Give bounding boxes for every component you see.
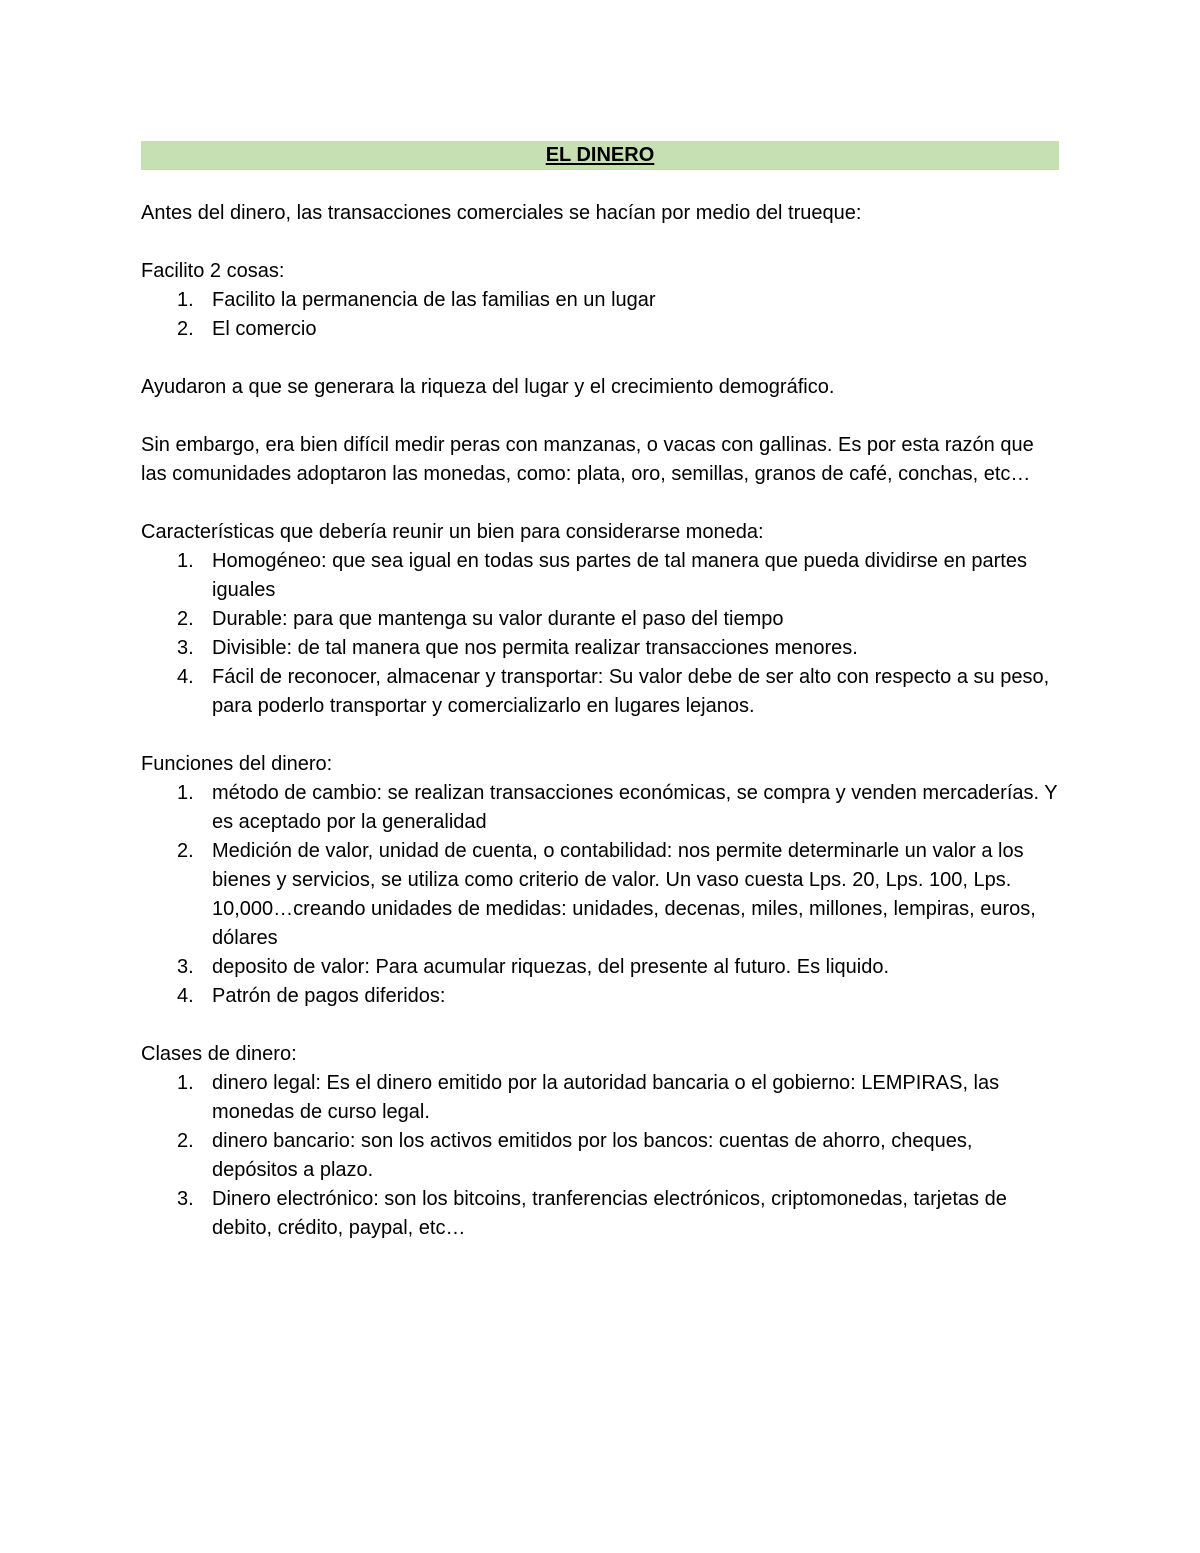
list-item: 3. Divisible: de tal manera que nos permita realizar transacciones menores.	[177, 637, 858, 659]
facilito-list	[141, 286, 1059, 344]
list-item: 1. dinero legal: Es el dinero emitido por la autoridad bancaria o el gobierno: LEMPIRAS, las monedas de curso legal.	[177, 1072, 1000, 1123]
list-item: 3. deposito de valor: Para acumular riquezas, del presente al futuro. Es liquido.	[177, 956, 890, 978]
caracteristicas-heading: Características que debería reunir un bien para considerarse moneda:	[141, 521, 764, 543]
list-item: 2. El comercio	[177, 318, 317, 340]
list-item: 4. Fácil de reconocer, almacenar y transportar: Su valor debe de ser alto con respecto a su peso, para poderlo transportar y comercializarlo en lugares lejanos.	[177, 666, 1050, 717]
list-item: 1. Homogéneo: que sea igual en todas sus partes de tal manera que pueda dividirse en partes iguales	[177, 550, 1027, 601]
intro-paragraph: Antes del dinero, las transacciones comerciales se hacían por medio del trueque:	[141, 202, 862, 224]
list-item: 3. Dinero electrónico: son los bitcoins, tranferencias electrónicos, criptomonedas, tarjetas de debito, crédito, paypal, etc…	[177, 1188, 1007, 1239]
document-page	[141, 141, 1059, 1243]
list-item: 1. método de cambio: se realizan transacciones económicas, se compra y venden mercaderías. Y es aceptado por la generalidad	[177, 782, 1058, 833]
list-item: 2. Durable: para que mantenga su valor durante el paso del tiempo	[177, 608, 784, 630]
clases-list	[141, 1069, 1059, 1243]
list-item: 4. Patrón de pagos diferidos:	[177, 985, 446, 1007]
list-item: 2. Medición de valor, unidad de cuenta, o contabilidad: nos permite determinarle un valor a los bienes y servicios, se utiliza como criterio de valor. Un vaso cuesta Lps. 20, Lps. 100, Lps. 10,000…creando unidades de medidas: unidades, decenas, miles, millones, lempiras, euros, dólares	[177, 840, 1036, 949]
clases-heading: Clases de dinero:	[141, 1043, 297, 1065]
facilito-heading: Facilito 2 cosas:	[141, 260, 285, 282]
list-item: 1. Facilito la permanencia de las familias en un lugar	[177, 289, 656, 311]
sin-embargo-paragraph: Sin embargo, era bien difícil medir peras con manzanas, o vacas con gallinas. Es por esta razón que las comunidades adoptaron las monedas, como: plata, oro, semillas, granos de café, conchas, etc…	[141, 434, 1034, 485]
list-item: 2. dinero bancario: son los activos emitidos por los bancos: cuentas de ahorro, cheques, depósitos a plazo.	[177, 1130, 973, 1181]
funciones-heading: Funciones del dinero:	[141, 753, 333, 775]
ayudaron-paragraph: Ayudaron a que se generara la riqueza del lugar y el crecimiento demográfico.	[141, 376, 835, 398]
caracteristicas-list	[141, 547, 1059, 721]
funciones-list	[141, 779, 1059, 1011]
page-title: EL DINERO	[141, 141, 1059, 170]
